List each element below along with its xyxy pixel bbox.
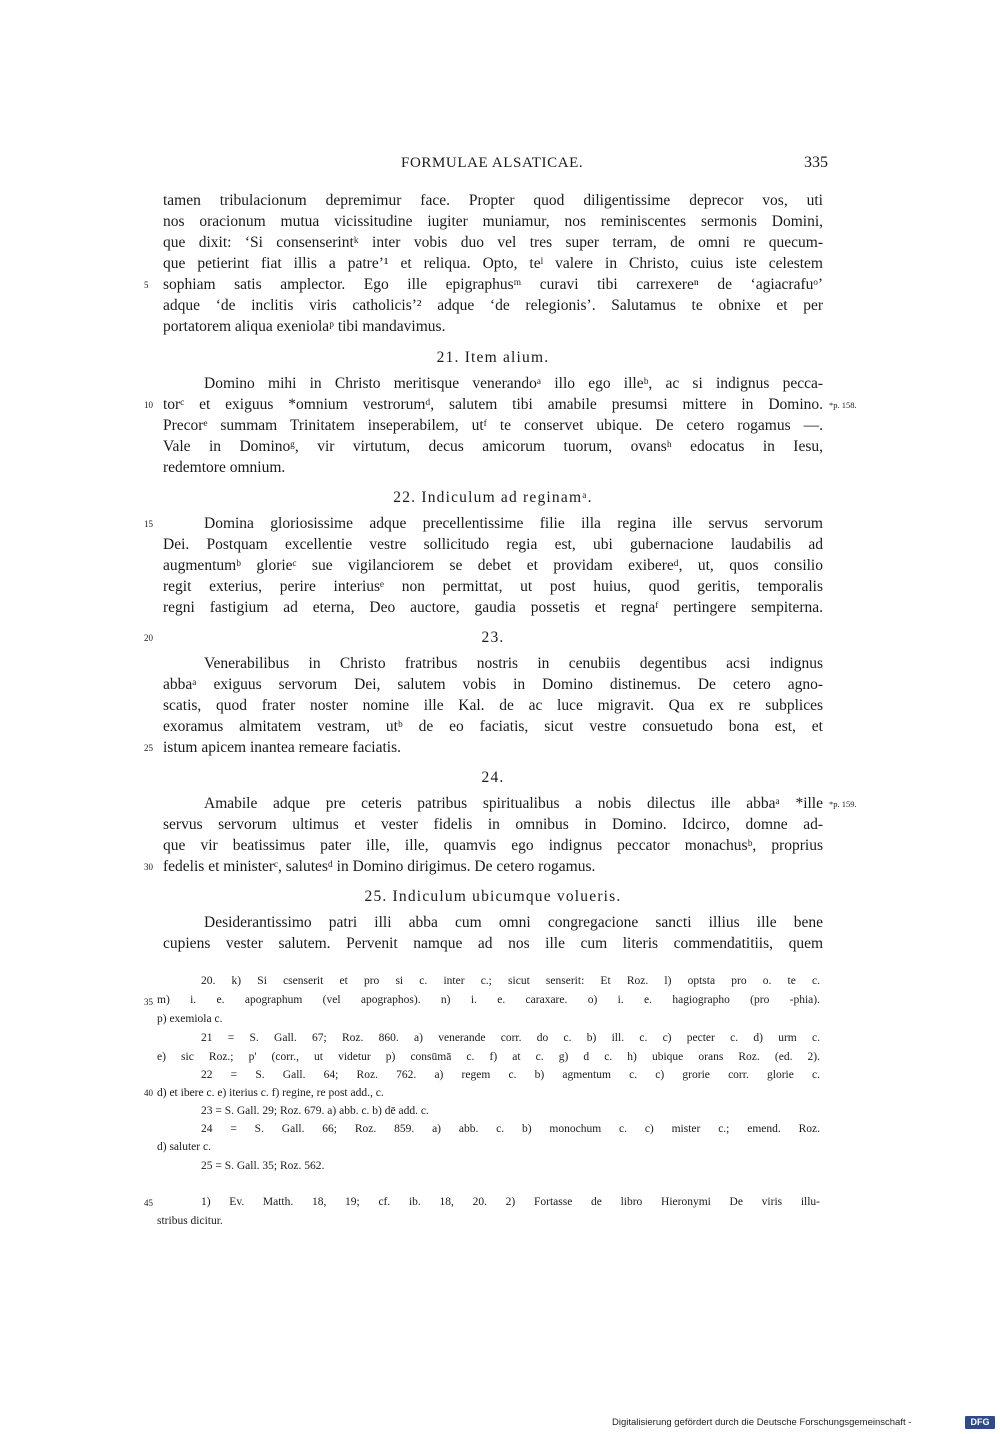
footnote-line: d) saluter c. (157, 1141, 211, 1153)
text-line: que vir beatissimus pater ille, ille, quamvis ego indignus peccator monachusᵇ, proprius (163, 837, 823, 854)
text-line: Desiderantissimo patri illi abba cum omni congregacione sancti illius ille bene (204, 914, 823, 931)
line-number: 45 (144, 1198, 153, 1208)
section-heading-23: 23. (481, 629, 505, 646)
source-footnote-line: stribus dicitur. (157, 1215, 223, 1227)
text-line: servus servorum ultimus et vester fidelis in omnibus in Domino. Idcirco, domne ad- (163, 816, 823, 833)
footnote-line: 24 = S. Gall. 66; Roz. 859. a) abb. c. b) monochum c. c) mister c.; emend. Roz. (201, 1123, 820, 1135)
text-line: augmentumᵇ glorieᶜ sue vigilanciorem se debet et providam exibereᵈ, ut, quos consilio (163, 557, 823, 574)
footnote-line: 20. k) Si csenserit et pro si c. inter c.; sicut senserit: Et Roz. l) optsta pro o. te c. (201, 975, 820, 987)
line-number: 40 (144, 1088, 153, 1098)
footnote-line: p) exemiola c. (157, 1013, 223, 1025)
margin-page-ref: *p. 159. (829, 799, 857, 809)
footnote-line: 21 = S. Gall. 67; Roz. 860. a) venerande corr. do c. b) ill. c. c) pecter c. d) urm c. (201, 1032, 820, 1044)
line-number: 25 (144, 743, 153, 753)
section-heading-22: 22. Indiculum ad reginamᵃ. (393, 489, 593, 506)
margin-page-ref: *p. 158. (829, 400, 857, 410)
digitization-credit: Digitalisierung gefördert durch die Deutsche Forschungsgemeinschaft - (612, 1417, 912, 1428)
text-line: Domina gloriosissime adque precellentissime filie illa regina ille servus servorum (204, 515, 823, 532)
line-number: 15 (144, 519, 153, 529)
text-line: abbaᵃ exiguus servorum Dei, salutem vobis in Domino distinemus. De cetero agno- (163, 676, 823, 693)
footnote-line: d) et ibere c. e) iterius c. f) regine, re post add., c. (157, 1087, 384, 1099)
text-line: scatis, quod frater noster nomine ille Kal. de ac luce migravit. Qua ex re subplices (163, 697, 823, 714)
text-line: regni fastigium ad eterna, Deo auctore, gaudia possetis et regnaᶠ pertingere sempiterna. (163, 599, 823, 616)
text-line: Dei. Postquam excellentie vestre sollicitudo regia est, ubi gubernacione laudabilis ad (163, 536, 823, 553)
text-line: Amabile adque pre ceteris patribus spiritualibus a nobis dilectus ille abbaᵃ *ille (204, 795, 823, 812)
line-number: 20 (144, 633, 153, 643)
source-footnote-line: 1) Ev. Matth. 18, 19; cf. ib. 18, 20. 2) Fortasse de libro Hieronymi De viris illu- (201, 1196, 820, 1208)
dfg-logo: DFG (965, 1416, 995, 1429)
section-heading-25: 25. Indiculum ubicumque volueris. (364, 888, 622, 905)
footnote-line: 25 = S. Gall. 35; Roz. 562. (201, 1160, 325, 1172)
text-line: Vale in Dominoᵍ, vir virtutum, decus amicorum tuorum, ovansʰ edocatus in Iesu, (163, 438, 823, 455)
section-heading-21: 21. Item alium. (436, 349, 550, 366)
text-line: nos oracionum mutua vicissitudine iugiter muniamur, nos reminiscentes sermonis Domini, (163, 213, 823, 230)
line-number: 30 (144, 862, 153, 872)
footnote-line: 23 = S. Gall. 29; Roz. 679. a) abb. c. b) dē add. c. (201, 1105, 429, 1117)
text-line: torᶜ et exiguus *omnium vestrorumᵈ, salutem tibi amabile presumsi mittere in Domino. (163, 396, 823, 413)
text-line: Venerabilibus in Christo fratribus nostris in cenubiis degentibus acsi indignus (204, 655, 823, 672)
text-line: que dixit: ‘Si consenserintᵏ inter vobis duo vel tres super terram, de omni re quecum- (163, 234, 823, 251)
line-number: 5 (144, 280, 149, 290)
line-number: 35 (144, 997, 153, 1007)
footnote-line: m) i. e. apographum (vel apographos). n) i. e. caraxare. o) i. e. hagiographo (pro -phia). (157, 994, 820, 1006)
running-title: FORMULAE ALSATICAE. (401, 155, 584, 171)
footnote-line: e) sic Roz.; p' (corr., ut videtur p) consūmā c. f) at c. g) d c. h) ubique orans Roz. (ed. 2). (157, 1051, 820, 1063)
footnote-line: 22 = S. Gall. 64; Roz. 762. a) regem c. b) agmentum c. c) grorie corr. glorie c. (201, 1069, 820, 1081)
text-line: exoramus almitatem vestram, utᵇ de eo faciatis, sicut vestre consuetudo bona est, et (163, 718, 823, 735)
text-line: fedelis et ministerᶜ, salutesᵈ in Domino dirigimus. De cetero rogamus. (163, 858, 596, 875)
text-line: Domino mihi in Christo meritisque venerandoᵃ illo ego illeᵇ, ac si indignus pecca- (204, 375, 823, 392)
section-heading-24: 24. (481, 769, 505, 786)
page-number: 335 (804, 154, 828, 171)
text-line: cupiens vester salutem. Pervenit namque ad nos ille cum literis commendatitiis, quem (163, 935, 823, 952)
text-line: que petierint fiat illis a patre’¹ et reliqua. Opto, teˡ valere in Christo, cuius iste celestem (163, 255, 823, 272)
text-line: istum apicem inantea remeare faciatis. (163, 739, 401, 756)
text-line: Precorᵉ summam Trinitatem inseperabilem, utᶠ te conservet ubique. De cetero rogamus —. (163, 417, 823, 434)
text-line: portatorem aliqua exeniolaᵖ tibi mandavimus. (163, 318, 446, 335)
line-number: 10 (144, 400, 153, 410)
text-line: regit exterius, perire interiusᵉ non permittat, ut post huius, quod geritis, temporalis (163, 578, 823, 595)
text-line: sophiam satis amplector. Ego ille epigraphusᵐ curavi tibi carrexereⁿ de ‘agiacrafuᵒ’ (163, 276, 823, 293)
text-line: redemtore omnium. (163, 459, 286, 476)
text-line: adque ‘de inclitis viris catholicis’² adque ‘de relegionis’. Salutamus te obnixe et per (163, 297, 823, 314)
text-line: tamen tribulacionum depremimur face. Propter quod diligentissime deprecor vos, uti (163, 192, 823, 209)
